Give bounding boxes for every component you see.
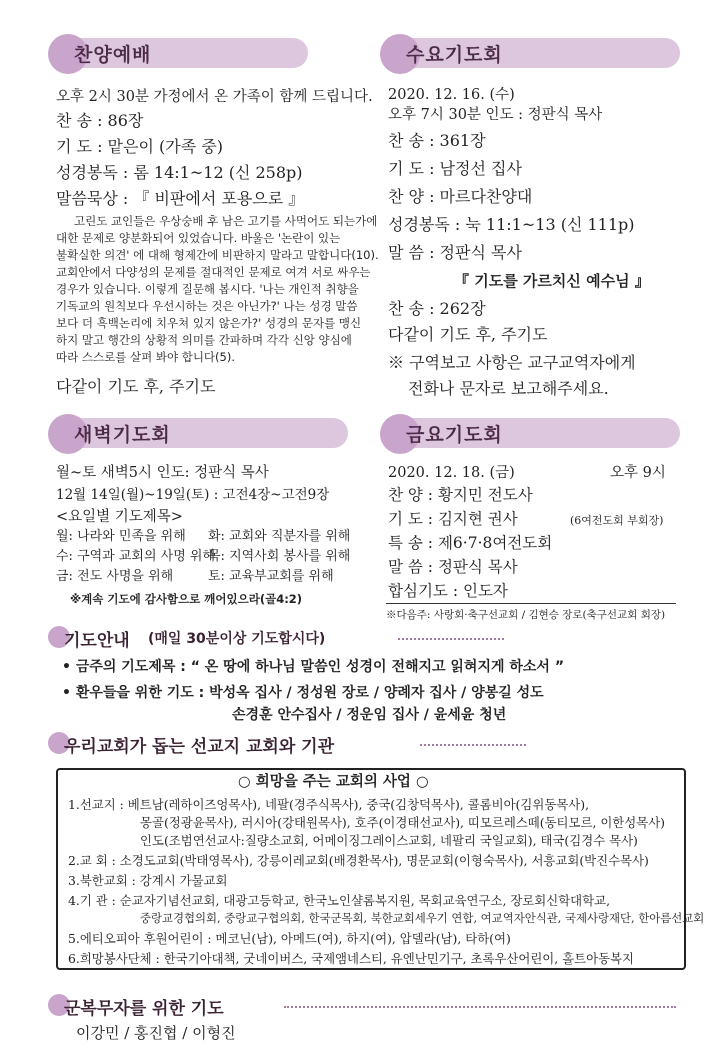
friday-banner [380,414,680,454]
praise-worship-banner [48,34,308,74]
mission-line: 6.희망봉사단체 : 한국기아대책, 굿네이버스, 국제앰네스티, 유엔난민기구, 초록우산어린이, 홀트아동복지 [68,951,634,966]
missions-dots [420,744,526,746]
fri-sermon: 말 씀 : 정판식 목사 [388,558,518,576]
fri-special-song: 특 송 : 제6·7·8여전도회 [388,534,553,552]
meditation-line: 교회안에서 다양성의 문제를 절대적인 문제로 여겨 서로 싸우는 [56,265,371,279]
fri-group-prayer: 합심기도 : 인도자 [388,582,508,600]
friday-title: 금요기도회 [406,424,503,446]
praise-reading: 성경봉독 : 롬 14:1~12 (신 258p) [56,163,303,182]
wed-date: 2020. 12. 16. (수) [388,87,515,103]
military-names: 이강민 / 홍진협 / 이형진 [76,1024,236,1042]
praise-prayer: 기 도 : 맡은이 (가족 중) [56,137,223,156]
dawn-topic: 수: 구역과 교회의 사명 위해 [56,549,216,564]
praise-worship-title: 찬양예배 [74,44,152,66]
dawn-topic: 목: 지역사회 봉사를 위해 [208,549,351,564]
missions-box [56,768,705,970]
praise-time: 오후 2시 30분 가정에서 온 가족이 함께 드립니다. [56,89,373,105]
fri-date: 2020. 12. 18. (금) [388,465,515,481]
prayer-guide-title: 기도안내 [64,631,130,651]
mission-line: 중랑교경협의회, 중랑교구협의회, 한국군목회, 북한교회세우기 연합, 여교역자안식관, 국제사랑재단, 한아름선교회 [140,911,705,925]
wed-choir: 찬 양 : 마르다찬양대 [388,187,533,206]
fri-footnote: ※다음주: 사랑회·축구선교회 / 김현승 장로(축구선교회 회장) [386,609,666,621]
dawn-topic: 토: 교육부교회를 위해 [208,569,334,584]
wed-closing: 다같이 기도 후, 주기도 [388,325,548,344]
wed-sermon: 말 씀 : 정판식 목사 [388,243,522,262]
wed-closing-hymn: 찬 송 : 262장 [388,299,486,318]
meditation-line: 고린도 교인들은 우상숭배 후 남은 고기를 사먹어도 되는가에 [74,214,378,228]
mission-line: 2.교 회 : 소경도교회(박태영목사), 강릉이레교회(배경환목사), 명문교회(이형숙목사), 서흥교회(박진수목사) [68,853,649,868]
dawn-title: 새벽기도회 [74,424,171,446]
wed-hymn: 찬 송 : 361장 [388,131,486,150]
dawn-topics-title: <요일별 기도제목> [56,509,183,525]
meditation-line: 보다 더 흑백논리에 치우쳐 있지 않은가?' 성경의 문자를 맹신 [56,316,362,330]
mission-line: 3.북한교회 : 강계시 가물교회 [68,873,228,888]
fri-prayer: 기 도 : 김지현 권사 [388,510,518,528]
dawn-topic: 금: 전도 사명을 위해 [56,569,174,584]
meditation-line: 대한 문제로 양분화되어 있었습니다. 바울은 '논란이 있는 [56,231,341,245]
wednesday-banner [380,34,680,74]
wed-reading: 성경봉독 : 눅 11:1~13 (신 111p) [388,215,635,234]
mission-line: 4.기 관 : 순교자기념선교회, 대광고등학교, 한국노인샬롬복지원, 목회교육연구소, 장로회신학대학교, [68,893,611,908]
wed-notice-2: 전화나 문자로 보고해주세요. [408,379,609,398]
dawn-range: 12월 14일(월)~19일(토) : 고전4장~고전9장 [56,487,330,503]
missions-title: 우리교회가 돕는 선교지 교회와 기관 [64,737,335,757]
mission-line: 인도(조범연선교사:질량소교회, 어메이징그레이스교회, 네팔리 국일교회), 태국(김경수 목사) [140,833,638,848]
missions-box-title: ○ 희망을 주는 교회의 사업 ○ [238,774,429,790]
meditation-line: 불확실한 의견' 에 대해 형제간에 비판하지 말라고 말합니다(10). [56,248,379,262]
meditation-line: 따라 스스로를 살펴 봐야 합니다(5). [56,350,235,364]
meditation-line: 경우가 있습니다. 이렇게 질문해 봅시다. '나는 개인적 취향을 [56,282,359,296]
sick-prayer-2: 손경훈 안수집사 / 정운임 집사 / 윤세윤 청년 [232,707,507,723]
wed-notice: ※ 구역보고 사항은 교구교역자에게 [388,353,636,372]
dawn-time: 월~토 새벽5시 인도: 정판식 목사 [56,465,269,481]
sick-prayer: • 환우들을 위한 기도 : 박성옥 집사 / 정성원 장로 / 양례자 집사 / 양봉길 성도 [62,685,544,701]
wed-time: 오후 7시 30분 인도 : 정판식 목사 [388,107,603,123]
fri-praise: 찬 양 : 황지민 전도사 [388,486,533,504]
meditation-line: 기독교의 원칙보다 우선시하는 것은 아닌가?' 나는 성경 말씀 [56,299,358,313]
dawn-topic: 월: 나라와 민족을 위해 [56,529,186,544]
fri-divider [386,603,676,604]
praise-meditation-title: 말씀묵상 : 『 비판에서 포용으로 』 [56,189,305,208]
dawn-topic: 화: 교회와 직분자를 위해 [208,529,351,544]
praise-hymn: 찬 송 : 86장 [56,111,144,130]
praise-closing: 다같이 기도 후, 주기도 [56,377,216,396]
military-title: 군복무자를 위한 기도 [64,999,224,1019]
prayer-guide-dots [398,638,504,640]
prayer-topic: • 금주의 기도제목 : “ 온 땅에 하나님 말씀인 성경이 전해지고 읽혀지게 하소서 ” [62,659,565,675]
fri-prayer-note: (6여전도회 부회장) [570,514,664,527]
fri-time: 오후 9시 [610,465,666,481]
wednesday-title: 수요기도회 [406,44,503,66]
wed-prayer: 기 도 : 남정선 집사 [388,159,522,178]
mission-line: 5.에티오피아 후원어린이 : 메코닌(남), 아메드(여), 하지(여), 압델라(남), 타하(여) [68,931,511,946]
mission-line: 1.선교지 : 베트남(레하이즈엉목사), 네팔(경주식목사), 중국(김창덕목사), 콜롬비아(김위동목사), [68,797,590,812]
military-dots [284,1006,676,1008]
dawn-verse: ※계속 기도에 감사함으로 깨어있으라(골4:2) [70,592,303,606]
wed-sermon-title: 『 기도를 가르치신 예수님 』 [454,272,650,290]
prayer-guide-subtitle: (매일 30분이상 기도합시다) [148,631,326,647]
meditation-line: 하지 말고 행간의 상황적 의미를 간파하며 각각 신앙 양심에 [56,333,352,347]
dawn-banner [48,414,348,454]
mission-line: 몽골(정광윤목사), 러시아(강태원목사), 호주(이경태선교사), 띠모르레스떼(동티모르, 이한성목사) [140,815,666,830]
